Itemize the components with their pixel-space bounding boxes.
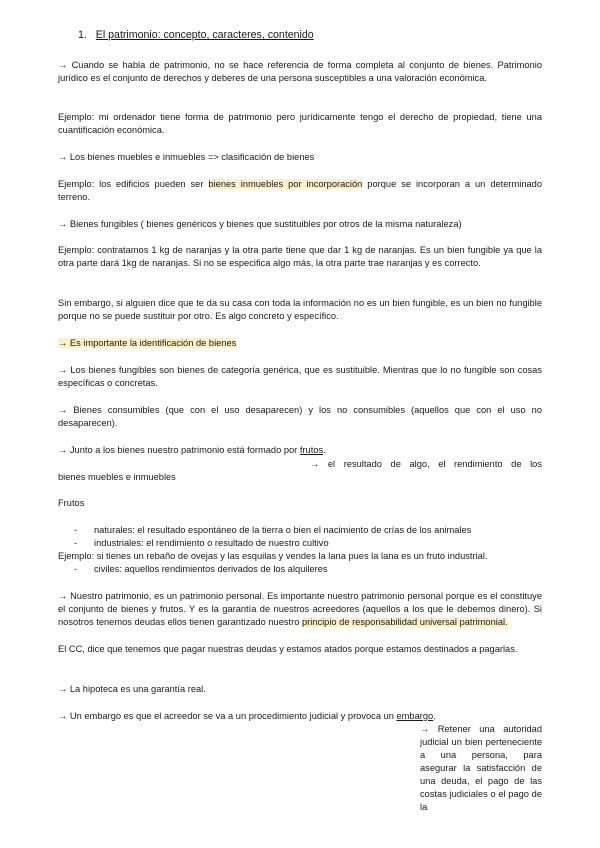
text-fragment: → Junto a los bienes nuestro patrimonio está formado por — [58, 445, 300, 455]
list-item-civiles — [74, 563, 328, 576]
paragraph-identificacion — [58, 337, 542, 350]
paragraph-patrimonio-personal — [58, 590, 542, 629]
paragraph-frutos-intro — [58, 444, 542, 457]
list-item-text: industriales: el rendimiento o resultado de nuestro cultivo — [94, 538, 329, 548]
highlight-responsabilidad-universal: principio de responsabilidad universal patrimonial. — [301, 617, 508, 627]
frutos-label: Frutos — [58, 498, 85, 508]
list-item-text: civiles: aquellos rendimientos derivados de los alquileres — [94, 564, 328, 574]
paragraph-cc-deudas: El CC, dice que tenemos que pagar nuestras deudas y estamos atados porque estamos destinados a pagarlas. — [58, 644, 518, 654]
paragraph-example-ovejas: Ejemplo: si tienes un rebaño de ovejas y las esquilas y vendes la lana pues la lana es un fruto industrial. — [58, 551, 488, 561]
highlight-bienes-inmuebles: bienes inmuebles por incorporación — [208, 179, 363, 189]
frutos-note-continuation: bienes muebles e inmuebles — [58, 472, 176, 482]
bullet-dash: - — [74, 564, 78, 574]
embargo-link[interactable]: embargo — [396, 711, 434, 721]
highlight-identificacion: → Es importante la identificación de bienes — [58, 338, 237, 348]
paragraph-example-edificios — [58, 178, 542, 204]
paragraph-patrimonio-definition: → Cuando se habla de patrimonio, no se hace referencia de forma completa al conjunto de bienes. Patrimonio jurídico es el conjunto de derechos y deberes de una persona susceptibles a una valoración económica. — [58, 60, 542, 83]
paragraph-bienes-muebles: → Los bienes muebles e inmuebles => clasificación de bienes — [58, 152, 315, 162]
paragraph-hipoteca: → La hipoteca es una garantía real. — [58, 684, 206, 694]
heading-number: 1. — [78, 29, 87, 41]
paragraph-bienes-fungibles: → Bienes fungibles ( bienes genéricos y bienes que sustituibles por otros de la misma naturaleza) — [58, 219, 462, 229]
heading-title: El patrimonio: concepto, caracteres, contenido — [95, 29, 314, 41]
section-heading — [78, 29, 314, 41]
list-item-naturales — [74, 524, 471, 537]
text-fragment: → Nuestro patrimonio, es un patrimonio personal. Es importante nuestro patrimonio personal porque es el constituye el conjunto de bienes y frutos. Y es la garantía de nuestros acreedores (aquellos a los que le debemos dinero). Si nosotros tenemos deudas ellos tienen garantizado nuestro — [58, 591, 542, 627]
text-fragment: Ejemplo: los edificios pueden ser — [58, 179, 209, 189]
paragraph-example-ordenador: Ejemplo: mi ordenador tiene forma de patrimonio pero jurídicamente tengo el derecho de propiedad, tiene una cuantificación económica. — [58, 112, 542, 135]
bullet-dash: - — [74, 525, 78, 535]
paragraph-sin-embargo: Sin embargo, si alguien dice que te da su casa con toda la información no es un bien fungible, es un bien no fungible porque no se puede sustituir por otro. Es algo concreto y específico. — [58, 298, 542, 321]
text-fragment: . — [433, 711, 436, 721]
text-fragment: porque se incorporan a un determinado terreno. — [58, 179, 542, 202]
paragraph-example-naranjas: Ejemplo: contratamos 1 kg de naranjas y la otra parte tiene que dar 1 kg de naranjas. Es un bien fungible ya que la otra parte dará 1kg de naranjas. Si no se especifica algo más, la otra parte trae naranjas y es correcto. — [58, 245, 542, 268]
bullet-dash: - — [74, 538, 78, 548]
paragraph-fungibles-categoria: → Los bienes fungibles son bienes de categoría genérica, que es sustituible. Mientras que lo no fungible son cosas específicas o concretas. — [58, 365, 542, 388]
paragraph-consumibles: → Bienes consumibles (que con el uso desaparecen) y los no consumibles (aquellos que con el uso no desaparecen). — [58, 405, 542, 428]
text-fragment: → Un embargo es que el acreedor se va a un procedimiento judicial y provoca un — [58, 711, 397, 721]
paragraph-embargo — [58, 710, 542, 723]
text-fragment: . — [323, 445, 326, 455]
list-item-industriales — [74, 537, 329, 550]
list-item-text: naturales: el resultado espontáneo de la tierra o bien el nacimiento de crías de los animales — [94, 525, 472, 535]
frutos-note: → el resultado de algo, el rendimiento de los — [310, 459, 542, 469]
embargo-side-note: → Retener una autoridad judicial un bien perteneciente a una persona, para asegurar la satisfacción de una deuda, el pago de las costas judiciales o el pago de la — [420, 724, 542, 812]
frutos-link[interactable]: frutos — [299, 445, 324, 455]
